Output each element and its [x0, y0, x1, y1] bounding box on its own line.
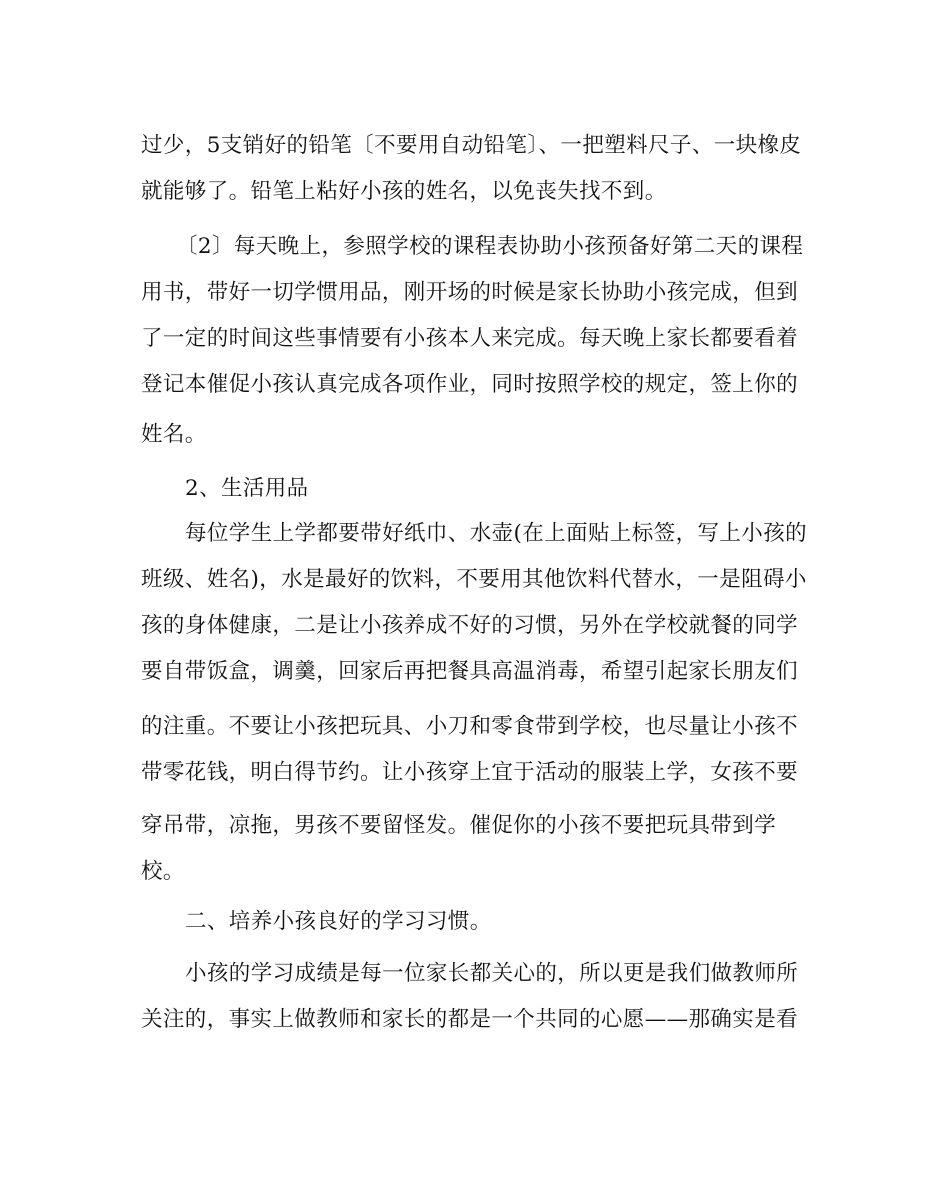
- text-line: 的注重。不要让小孩把玩具、小刀和零食带到学校，也尽量让小孩不: [141, 714, 799, 739]
- text-line: 带零花钱，明白得节约。让小孩穿上宜于活动的服装上学，女孩不要: [141, 760, 799, 785]
- text-line: 小孩的学习成绩是每一位家长都关心的，所以更是我们做教师所: [185, 961, 799, 986]
- text-line: 关注的，事实上做教师和家长的都是一个共同的心愿——那确实是看: [141, 1007, 799, 1032]
- text-line: 要自带饭盒，调羹，回家后再把餐具高温消毒，希望引起家长朋友们: [141, 659, 799, 684]
- text-line: 过少，5支销好的铅笔〔不要用自动铅笔〕、一把塑料尺子、一块橡皮: [141, 133, 802, 158]
- text-line: 姓名。: [141, 422, 207, 447]
- text-line: 孩的身体健康，二是让小孩养成不好的习惯，另外在学校就餐的同学: [141, 613, 799, 638]
- text-line: 了一定的时间这些事情要有小孩本人来完成。每天晚上家长都要看着: [141, 326, 799, 351]
- text-line: 每位学生上学都要带好纸巾、水壶(在上面贴上标签，写上小孩的: [185, 521, 807, 546]
- text-line: 用书，带好一切学惯用品，刚开场的时候是家长协助小孩完成，但到: [141, 280, 799, 305]
- text-line: 校。: [141, 859, 185, 884]
- text-line: 班级、姓名)，水是最好的饮料，不要用其他饮料代替水，一是阻碍小: [141, 567, 807, 592]
- text-line: 就能够了。铅笔上粘好小孩的姓名，以免丧失找不到。: [141, 179, 667, 204]
- text-line: 登记本催促小孩认真完成各项作业，同时按照学校的规定，签上你的: [141, 372, 799, 397]
- text-line: 〔2〕每天晚上，参照学校的课程表协助小孩预备好第二天的课程: [176, 234, 804, 259]
- text-line: 穿吊带，凉拖，男孩不要留怪发。催促你的小孩不要把玩具带到学: [141, 813, 777, 838]
- section-heading: 2、生活用品: [185, 476, 309, 501]
- section-heading: 二、培养小孩良好的学习习惯。: [185, 909, 492, 934]
